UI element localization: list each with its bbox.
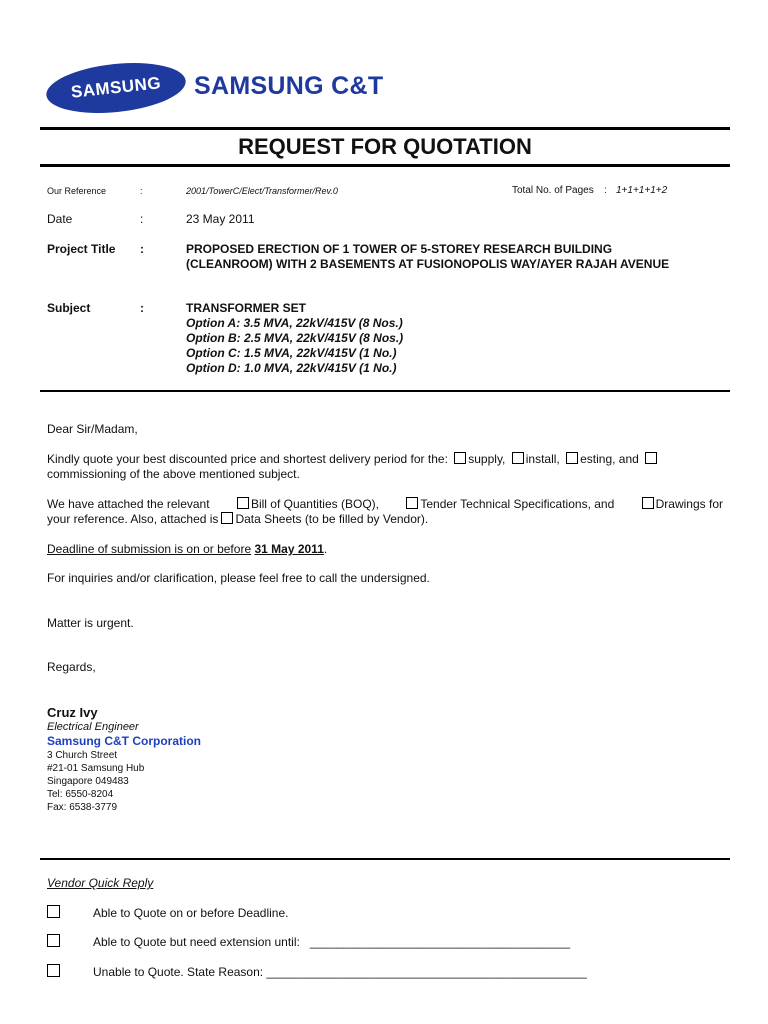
project-colon: : xyxy=(140,242,144,256)
specs-label: Tender Technical Specifications, and xyxy=(420,497,615,511)
signatory-name: Cruz Ivy xyxy=(47,705,98,720)
reply-heading: Vendor Quick Reply xyxy=(47,876,154,890)
supply-label: supply, xyxy=(468,452,506,466)
address-line-2: #21-01 Samsung Hub xyxy=(47,763,145,774)
pages-value: 1+1+1+1+2 xyxy=(616,185,668,196)
title-rule xyxy=(40,164,730,167)
attachments-intro: We have attached the relevant xyxy=(47,497,210,511)
deadline-prefix: Deadline of submission is on or before xyxy=(47,542,252,556)
specs-checkbox[interactable] xyxy=(406,497,418,509)
pages-colon: : xyxy=(604,185,607,196)
date-label: Date xyxy=(47,212,73,226)
reply-option-1-label: Able to Quote on or before Deadline. xyxy=(93,906,289,920)
install-checkbox[interactable] xyxy=(512,452,524,464)
drawings-label: Drawings for xyxy=(655,497,723,511)
project-line-2: (CLEANROOM) WITH 2 BASEMENTS AT FUSIONOPOLIS WAY/AYER RAJAH AVENUE xyxy=(186,257,670,271)
top-rule xyxy=(40,127,730,130)
install-label: install, xyxy=(525,452,560,466)
datasheets-label: Data Sheets (to be filled by Vendor). xyxy=(235,512,429,526)
scope-end: commissioning of the above mentioned subject. xyxy=(47,467,300,481)
date-colon: : xyxy=(140,212,144,226)
address-line-1: 3 Church Street xyxy=(47,750,118,761)
deadline-line xyxy=(47,542,723,557)
signatory-role: Electrical Engineer xyxy=(47,721,139,733)
testing-label: esting, and xyxy=(580,452,639,466)
option-c: Option C: 1.5 MVA, 22kV/415V (1 No.) xyxy=(186,346,397,360)
project-label: Project Title xyxy=(47,242,116,256)
subject-label: Subject xyxy=(47,301,91,315)
project-line-1: PROPOSED ERECTION OF 1 TOWER OF 5-STOREY RESEARCH BUILDING xyxy=(186,242,613,256)
option-d: Option D: 1.0 MVA, 22kV/415V (1 No.) xyxy=(186,361,397,375)
attachments-also: your reference. Also, attached is xyxy=(47,512,219,526)
reply-divider xyxy=(40,858,730,860)
header-divider xyxy=(40,390,730,392)
reply-option-2-label: Able to Quote but need extension until: _______________________________________ xyxy=(93,935,571,949)
regards-text: Regards, xyxy=(47,660,96,674)
reference-colon: : xyxy=(140,186,143,196)
telephone: Tel: 6550-8204 xyxy=(47,789,114,800)
inquiries-text: For inquiries and/or clarification, please feel free to call the undersigned. xyxy=(47,571,430,585)
address-line-3: Singapore 049483 xyxy=(47,776,129,787)
urgent-text: Matter is urgent. xyxy=(47,616,134,630)
option-a: Option A: 3.5 MVA, 22kV/415V (8 Nos.) xyxy=(186,316,403,330)
commissioning-checkbox[interactable] xyxy=(645,452,657,464)
boq-checkbox[interactable] xyxy=(237,497,249,509)
pages-label: Total No. of Pages xyxy=(512,185,594,196)
reply-option-2-checkbox[interactable] xyxy=(47,934,60,947)
document-title: REQUEST FOR QUOTATION xyxy=(238,134,532,159)
fax: Fax: 6538-3779 xyxy=(47,802,118,813)
subject-colon: : xyxy=(140,301,144,315)
reply-option-3-checkbox[interactable] xyxy=(47,964,60,977)
salutation: Dear Sir/Madam, xyxy=(47,422,138,436)
drawings-checkbox[interactable] xyxy=(642,497,654,509)
company-name: Samsung C&T Corporation xyxy=(47,734,202,748)
supply-checkbox[interactable] xyxy=(454,452,466,464)
attachments-line-2 xyxy=(47,512,723,527)
deadline-date: 31 May 2011 xyxy=(254,542,324,556)
datasheets-checkbox[interactable] xyxy=(221,512,233,524)
attachments-line-1 xyxy=(47,497,723,512)
scope-intro: Kindly quote your best discounted price and shortest delivery period for the: xyxy=(47,452,448,466)
option-b: Option B: 2.5 MVA, 22kV/415V (8 Nos.) xyxy=(186,331,404,345)
deadline-suffix: . xyxy=(323,542,328,556)
samsung-logo-text: SAMSUNG xyxy=(69,73,162,102)
paragraph-scope xyxy=(47,452,723,482)
brand-name: SAMSUNG C&T xyxy=(194,72,384,100)
reference-value: 2001/TowerC/Elect/Transformer/Rev.0 xyxy=(186,186,338,196)
paragraph-attachments xyxy=(47,497,723,527)
reply-option-1-checkbox[interactable] xyxy=(47,905,60,918)
subject-title: TRANSFORMER SET xyxy=(186,301,306,315)
reply-option-3-label: Unable to Quote. State Reason: ________________________________________________ xyxy=(93,965,587,979)
reference-label: Our Reference xyxy=(47,186,107,196)
testing-checkbox[interactable] xyxy=(566,452,578,464)
boq-label: Bill of Quantities (BOQ), xyxy=(250,497,379,511)
date-value: 23 May 2011 xyxy=(186,212,255,226)
